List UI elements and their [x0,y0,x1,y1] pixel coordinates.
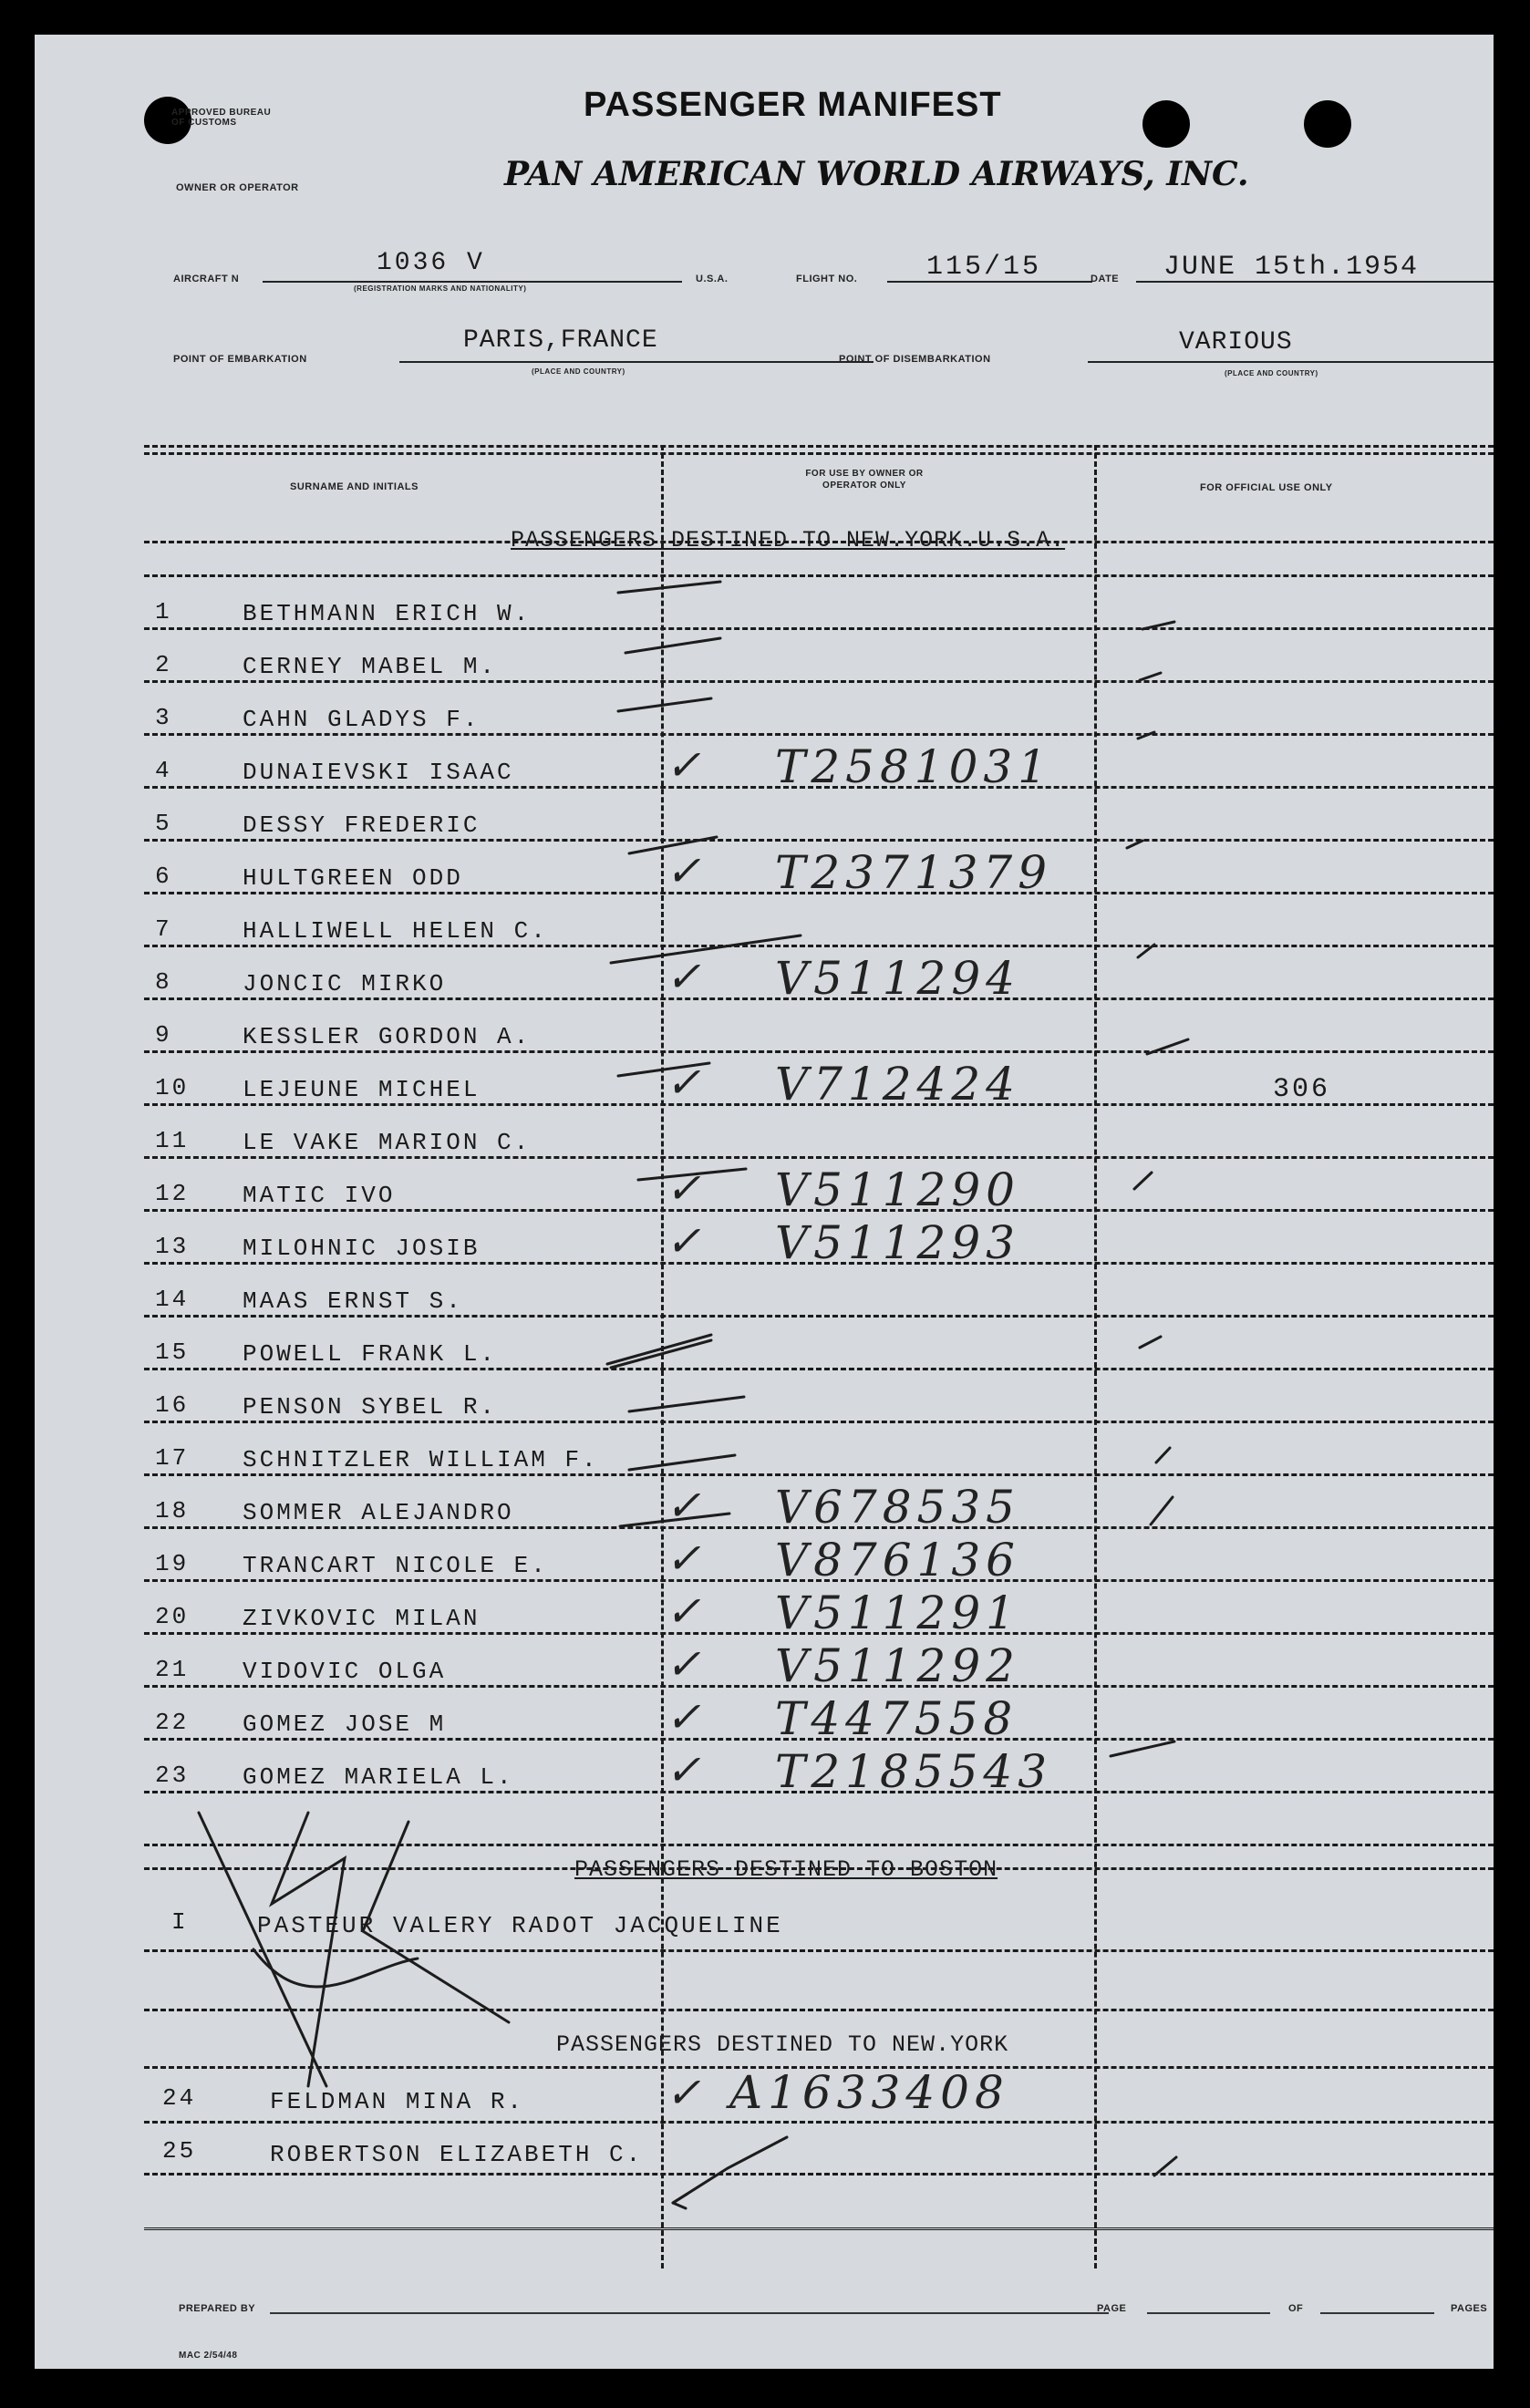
row-number: 15 [155,1338,190,1366]
section-heading-new-york-usa: PASSENGERS DESTINED TO NEW.YORK.U.S.A. [511,527,1066,553]
passenger-name: HALLIWELL HELEN C. [243,917,548,945]
embark-label: POINT OF EMBARKATION [173,354,307,365]
row-number: 11 [155,1127,190,1154]
row-number: 4 [155,757,172,784]
passenger-name: TRANCART NICOLE E. [243,1552,548,1579]
row-number: 16 [155,1391,190,1419]
check-mark: ✓ [666,1058,707,1107]
row-number: 21 [155,1656,190,1683]
row-number: 23 [155,1762,190,1789]
row-number: 1 [155,598,172,625]
passenger-name: LEJEUNE MICHEL [243,1076,481,1103]
row-number: 3 [155,704,172,731]
owner-label: OWNER OR OPERATOR [176,182,299,193]
date-label: DATE [1091,274,1120,284]
row-number: 24 [162,2084,197,2112]
passenger-name: POWELL FRANK L. [243,1340,498,1368]
check-mark: ✓ [666,1745,707,1794]
check-mark: ✓ [666,1481,707,1530]
date-value: JUNE 15th.1954 [1163,252,1420,283]
row-number: 22 [155,1709,190,1736]
disembark-label: POINT OF DISEMBARKATION [839,354,991,365]
row-number: 18 [155,1497,190,1524]
passenger-name: CERNEY MABEL M. [243,653,498,680]
document-number: V511291 [775,1586,1020,1639]
embark-value: PARIS,FRANCE [463,326,658,355]
page-label: PAGE [1097,2303,1127,2314]
document-number: T2581031 [775,740,1053,793]
form-number: MAC 2/54/48 [179,2351,238,2361]
check-mark: ✓ [666,1692,707,1741]
row-number: 5 [155,810,172,837]
handwritten-marks [35,35,1494,2369]
passenger-name: LE VAKE MARION C. [243,1129,532,1156]
column-header-owner-use: FOR USE BY OWNER OR OPERATOR ONLY [805,469,924,491]
passenger-name: PASTEUR VALERY RADOT JACQUELINE [257,1912,783,1939]
passenger-name: GOMEZ JOSE M [243,1710,447,1738]
passenger-name: GOMEZ MARIELA L. [243,1763,514,1791]
document-number: A1633408 [729,2066,1009,2119]
company-name: PAN AMERICAN WORLD AIRWAYS, INC. [504,155,1249,193]
document-number: V678535 [775,1481,1020,1534]
document-number: V511290 [775,1163,1020,1216]
passenger-name: CAHN GLADYS F. [243,706,481,733]
passenger-name: DESSY FREDERIC [243,811,481,839]
row-number: 17 [155,1444,190,1472]
document-number: T2185543 [775,1745,1053,1798]
check-mark: ✓ [666,1639,707,1689]
document-number: V511292 [775,1639,1020,1692]
passenger-name: SCHNITZLER WILLIAM F. [243,1446,599,1473]
check-mark: ✓ [666,846,707,895]
prepared-by-label: PREPARED BY [179,2303,256,2314]
registration-note: (REGISTRATION MARKS AND NATIONALITY) [354,284,527,293]
row-number: 8 [155,968,172,996]
passenger-name: SOMMER ALEJANDRO [243,1499,514,1526]
passenger-name: BETHMANN ERICH W. [243,600,532,627]
disembark-value: VARIOUS [1179,328,1293,357]
row-number: 6 [155,863,172,890]
flight-value: 115/15 [926,252,1042,283]
aircraft-value: 1036 V [377,249,485,277]
passenger-name: KESSLER GORDON A. [243,1023,532,1050]
check-mark: ✓ [666,952,707,1001]
row-number: 2 [155,651,172,678]
column-header-surname: SURNAME AND INITIALS [290,481,419,492]
official-number: 306 [1273,1074,1331,1105]
page-title: PASSENGER MANIFEST [584,86,1002,124]
passenger-name: FELDMAN MINA R. [270,2088,525,2115]
check-mark: ✓ [666,2068,707,2117]
section-heading-boston: PASSENGERS DESTINED TO BOSTON [574,1856,998,1883]
aircraft-label: AIRCRAFT N [173,274,240,284]
country-label: U.S.A. [696,274,729,284]
passenger-name: JONCIC MIRKO [243,970,447,997]
passenger-name: VIDOVIC OLGA [243,1658,447,1685]
row-number: 25 [162,2137,197,2165]
flight-label: FLIGHT NO. [796,274,858,284]
passenger-name: MAAS ERNST S. [243,1287,463,1315]
row-number: 10 [155,1074,190,1101]
document-number: V876136 [775,1534,1020,1586]
check-mark: ✓ [666,1586,707,1636]
passenger-name: PENSON SYBEL R. [243,1393,498,1421]
column-header-official-use: FOR OFFICIAL USE ONLY [1200,482,1333,493]
pages-label: PAGES [1451,2303,1488,2314]
passenger-name: ROBERTSON ELIZABETH C. [270,2141,644,2168]
manifest-sheet [35,35,1494,2369]
check-mark: ✓ [666,740,707,790]
document-number: V511294 [775,952,1020,1005]
passenger-name: DUNAIEVSKI ISAAC [243,759,514,786]
passenger-name: MATIC IVO [243,1182,396,1209]
row-number: 20 [155,1603,190,1630]
passenger-name: HULTGREEN ODD [243,864,463,892]
disembark-note: (PLACE AND COUNTRY) [1225,369,1318,377]
document-number: T447558 [775,1692,1018,1745]
document-number: T2371379 [775,846,1053,899]
check-mark: ✓ [666,1534,707,1583]
passenger-name: MILOHNIC JOSIB [243,1235,481,1262]
row-number: 14 [155,1286,190,1313]
row-number: 13 [155,1233,190,1260]
row-number: 9 [155,1021,172,1049]
row-number: 19 [155,1550,190,1577]
row-number: 7 [155,915,172,943]
check-mark: ✓ [666,1216,707,1266]
row-number: 12 [155,1180,190,1207]
check-mark: ✓ [666,1163,707,1213]
of-label: OF [1288,2303,1304,2314]
passenger-name: ZIVKOVIC MILAN [243,1605,481,1632]
section-heading-new-york: PASSENGERS DESTINED TO NEW.YORK [556,2031,1009,2058]
document-number: V511293 [775,1216,1020,1269]
embark-note: (PLACE AND COUNTRY) [532,367,625,376]
row-number: I [171,1908,189,1936]
document-number: V712424 [775,1058,1020,1111]
approval-stamp: APPROVED BUREAU OF CUSTOMS [171,108,272,128]
